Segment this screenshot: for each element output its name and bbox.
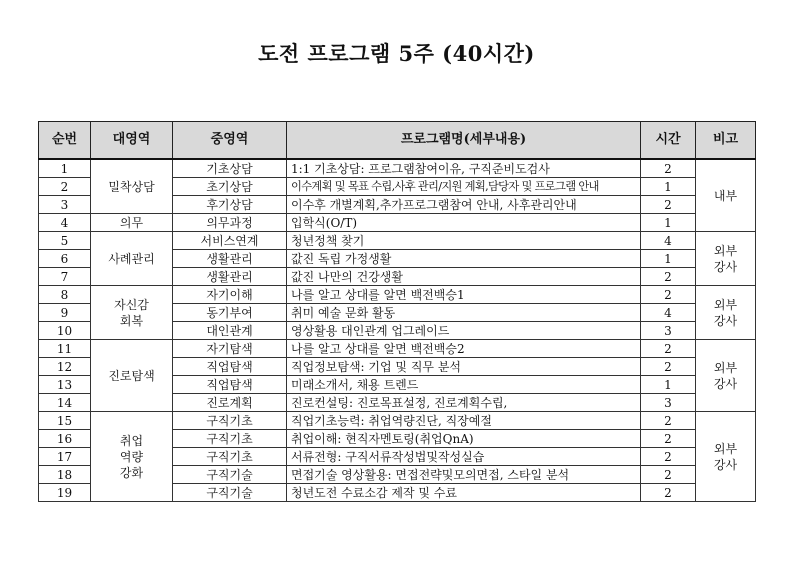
program-cell: 직업기초능력: 취업역량진단, 직장예절: [287, 412, 641, 430]
note-line: 외부: [713, 360, 738, 375]
middle-area-cell: 직업탐색: [173, 376, 287, 394]
middle-area-cell: 기초상담: [173, 159, 287, 178]
major-area-cell: [91, 232, 173, 286]
major-area-line: 밀착상담: [108, 179, 155, 194]
row-no: 17: [39, 448, 91, 466]
table-row: [39, 412, 756, 430]
hours-cell: 2: [641, 196, 696, 214]
row-no: 8: [39, 286, 91, 304]
program-cell: 서류전형: 구직서류작성법및작성실습: [287, 448, 641, 466]
major-area-cell: [91, 286, 173, 340]
major-area-line: 자신감: [114, 297, 149, 312]
header-middle-area: 중영역: [173, 122, 287, 160]
middle-area-cell: 구직기초: [173, 430, 287, 448]
middle-area-cell: 서비스연계: [173, 232, 287, 250]
note-line: 강사: [713, 259, 738, 274]
major-area-line: 회복: [119, 313, 144, 328]
program-schedule-table: [38, 121, 756, 502]
header-no: 순번: [39, 122, 91, 160]
row-no: 10: [39, 322, 91, 340]
program-cell: 나를 알고 상대를 알면 백전백승1: [287, 286, 641, 304]
row-no: 16: [39, 430, 91, 448]
header-major-area: 대영역: [91, 122, 173, 160]
hours-cell: 4: [641, 232, 696, 250]
row-no: 13: [39, 376, 91, 394]
row-no: 12: [39, 358, 91, 376]
table-row: [39, 340, 756, 358]
row-no: 2: [39, 178, 91, 196]
row-no: 1: [39, 159, 91, 178]
note-cell: [696, 286, 756, 340]
header-hours: 시간: [641, 122, 696, 160]
program-cell: 청년정책 찾기: [287, 232, 641, 250]
middle-area-cell: 생활관리: [173, 268, 287, 286]
header-program: 프로그램명(세부내용): [287, 122, 641, 160]
middle-area-cell: 자기탐색: [173, 340, 287, 358]
middle-area-cell: 동기부여: [173, 304, 287, 322]
table-row: [39, 214, 756, 232]
program-cell: 1:1 기초상담: 프로그램참여이유, 구직준비도검사: [287, 159, 641, 178]
page-title: 도전 프로그램 5주 (40시간): [258, 41, 535, 66]
major-area-line: 사례관리: [108, 251, 155, 266]
program-cell: 값진 나만의 건강생활: [287, 268, 641, 286]
hours-cell: 1: [641, 214, 696, 232]
hours-cell: 2: [641, 448, 696, 466]
table-row: [39, 232, 756, 250]
row-no: 14: [39, 394, 91, 412]
hours-cell: 2: [641, 412, 696, 430]
middle-area-cell: 의무과정: [173, 214, 287, 232]
table-row: [39, 159, 756, 178]
program-cell: 취미 예술 문화 활동: [287, 304, 641, 322]
middle-area-cell: 후기상담: [173, 196, 287, 214]
major-area-cell: [91, 214, 173, 232]
row-no: 15: [39, 412, 91, 430]
program-cell: 값진 독립 가정생활: [287, 250, 641, 268]
note-cell: [696, 412, 756, 502]
program-cell: 영상활용 대인관계 업그레이드: [287, 322, 641, 340]
note-line: 강사: [713, 313, 738, 328]
major-area-line: 강화: [119, 465, 144, 480]
major-area-cell: [91, 340, 173, 412]
hours-cell: 4: [641, 304, 696, 322]
hours-cell: 3: [641, 394, 696, 412]
note-line: 외부: [713, 243, 738, 258]
program-cell: 직업정보탐색: 기업 및 직무 분석: [287, 358, 641, 376]
note-line: 내부: [713, 188, 738, 203]
row-no: 6: [39, 250, 91, 268]
middle-area-cell: 진로계획: [173, 394, 287, 412]
major-area-line: 취업: [119, 433, 144, 448]
note-cell: [696, 159, 756, 232]
note-cell: [696, 340, 756, 412]
row-no: 9: [39, 304, 91, 322]
row-no: 3: [39, 196, 91, 214]
hours-cell: 2: [641, 430, 696, 448]
hours-cell: 2: [641, 286, 696, 304]
major-area-line: 의무: [119, 215, 144, 230]
table-row: [39, 286, 756, 304]
hours-cell: 3: [641, 322, 696, 340]
middle-area-cell: 자기이해: [173, 286, 287, 304]
note-line: 강사: [713, 457, 738, 472]
major-area-cell: [91, 412, 173, 502]
row-no: 5: [39, 232, 91, 250]
program-cell: 나를 알고 상대를 알면 백전백승2: [287, 340, 641, 358]
middle-area-cell: 직업탐색: [173, 358, 287, 376]
note-line: 외부: [713, 441, 738, 456]
row-no: 18: [39, 466, 91, 484]
row-no: 11: [39, 340, 91, 358]
hours-cell: 2: [641, 484, 696, 502]
major-area-line: 진로탐색: [108, 368, 155, 383]
middle-area-cell: 초기상담: [173, 178, 287, 196]
middle-area-cell: 구직기술: [173, 484, 287, 502]
program-cell: 면접기술 영상활용: 면접전략및모의면접, 스타일 분석: [287, 466, 641, 484]
table-header-row: [39, 122, 756, 160]
row-no: 7: [39, 268, 91, 286]
row-no: 4: [39, 214, 91, 232]
middle-area-cell: 구직기초: [173, 448, 287, 466]
program-cell: 이수후 개별계획,추가프로그램참여 안내, 사후관리안내: [287, 196, 641, 214]
program-cell: 이수계획 및 목표 수립,사후 관리/지원 계획,담당자 및 프로그램 안내: [287, 178, 641, 196]
hours-cell: 2: [641, 268, 696, 286]
middle-area-cell: 대인관계: [173, 322, 287, 340]
hours-cell: 1: [641, 250, 696, 268]
program-cell: 진로컨설팅: 진로목표설정, 진로계획수립,: [287, 394, 641, 412]
middle-area-cell: 생활관리: [173, 250, 287, 268]
header-note: 비고: [696, 122, 756, 160]
note-cell: [696, 232, 756, 286]
major-area-line: 역량: [119, 449, 144, 464]
program-cell: 청년도전 수료소감 제작 및 수료: [287, 484, 641, 502]
hours-cell: 1: [641, 376, 696, 394]
row-no: 19: [39, 484, 91, 502]
hours-cell: 2: [641, 466, 696, 484]
hours-cell: 2: [641, 340, 696, 358]
middle-area-cell: 구직기초: [173, 412, 287, 430]
hours-cell: 2: [641, 159, 696, 178]
major-area-cell: [91, 159, 173, 214]
program-cell: 취업이해: 현직자멘토링(취업QnA): [287, 430, 641, 448]
note-line: 강사: [713, 376, 738, 391]
program-cell: 미래소개서, 채용 트렌드: [287, 376, 641, 394]
middle-area-cell: 구직기술: [173, 466, 287, 484]
program-cell: 입학식(O/T): [287, 214, 641, 232]
hours-cell: 1: [641, 178, 696, 196]
hours-cell: 2: [641, 358, 696, 376]
note-line: 외부: [713, 297, 738, 312]
